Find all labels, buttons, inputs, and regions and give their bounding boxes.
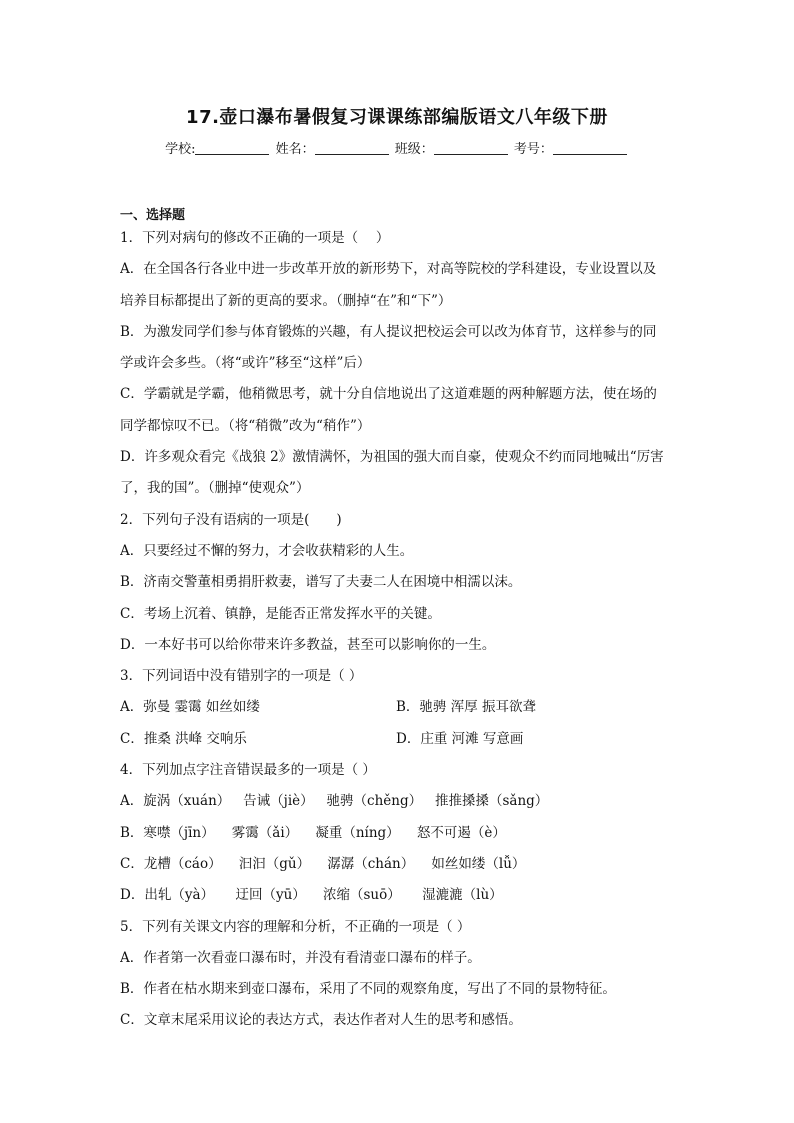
page-title: 17.壶口瀑布暑假复习课课练部编版语文八年级下册: [186, 107, 608, 128]
option-c: C．推桑 洪峰 交响乐: [120, 730, 247, 747]
number-blank[interactable]: [553, 140, 627, 155]
option-line: C．龙槽（cáo） 汩汩（gǔ） 潺潺（chán） 如丝如缕（lǚ）: [120, 855, 526, 872]
school-label: 学校:: [165, 142, 196, 157]
option-line: 同学都惊叹不已。（将“稍微”改为“稍作”）: [120, 417, 371, 434]
name-blank[interactable]: [315, 140, 389, 155]
option-line: A．作者第一次看壶口瀑布时，并没有看清壶口瀑布的样子。: [120, 949, 481, 966]
option-b: B．驰骋 浑厚 振耳欲聋: [396, 699, 537, 716]
option-row: [120, 729, 680, 760]
option-line: D．出轧（yà） 迂回（yū） 浓缩（suō） 湿漉漉（lù）: [120, 887, 503, 904]
question-stem: 2．下列句子没有语病的一项是( ): [120, 511, 342, 528]
option-line: C．文章末尾采用议论的表达方式，表达作者对人生的思考和感悟。: [120, 1012, 522, 1029]
number-label: 考号：: [513, 142, 553, 157]
option-line: B．寒噤（jīn） 雾霭（ǎi） 凝重（níng） 怒不可遏（è）: [120, 824, 506, 841]
student-info-line: [0, 138, 794, 157]
name-label: 姓名：: [275, 142, 315, 157]
option-line: A．在全国各行各业中进一步改革开放的新形势下，对高等院校的学科建设，专业设置以及: [120, 261, 657, 278]
option-line: A．只要经过不懈的努力，才会收获精彩的人生。: [120, 542, 414, 559]
option-line: 了，我的国”。（删掉“使观众”）: [120, 480, 310, 497]
school-blank[interactable]: [195, 140, 269, 155]
option-line: B．济南交警董相勇捐肝救妻，谱写了夫妻二人在困境中相濡以沫。: [120, 574, 522, 591]
option-line: 培养目标都提出了新的更高的要求。（删掉“在”和“下”）: [120, 292, 452, 309]
option-line: C．学霸就是学霸，他稍微思考，就十分自信地说出了这道难题的两种解题方法，使在场的: [120, 386, 657, 403]
question-stem: 4．下列加点字注音错误最多的一项是（ ）: [120, 762, 376, 779]
option-a: A．弥曼 霎霭 如丝如缕: [120, 699, 260, 716]
question-stem: 5．下列有关课文内容的理解和分析，不正确的一项是（ ）: [120, 918, 471, 935]
option-line: D．许多观众看完《战狼 2》激情满怀，为祖国的强大而自豪，使观众不约而同地喊出“厉害: [120, 449, 664, 466]
question-stem: 1．下列对病句的修改不正确的一项是（ ）: [120, 230, 390, 246]
question-stem: 3．下列词语中没有错别字的一项是（ ）: [120, 668, 363, 685]
section-title: 一、选择题: [120, 208, 186, 223]
option-line: C．考场上沉着、镇静，是能否正常发挥水平的关键。: [120, 605, 441, 622]
class-label: 班级：: [394, 142, 434, 157]
questions-content: [120, 228, 680, 1042]
option-line: B．作者在枯水期来到壶口瀑布，采用了不同的观察角度，写出了不同的景物特征。: [120, 981, 616, 998]
option-row: [120, 697, 680, 728]
option-line: 学或许会多些。（将“或许”移至“这样”后）: [120, 355, 371, 372]
option-line: D．一本好书可以给你带来许多教益，甚至可以影响你的一生。: [120, 636, 496, 653]
class-blank[interactable]: [434, 140, 508, 155]
option-line: B．为激发同学们参与体育锻炼的兴趣，有人提议把校运会可以改为体育节，这样参与的同: [120, 323, 657, 340]
option-line: A．旋涡（xuán） 告诫（jiè） 驰骋（chěng） 推推搡搡（sǎng）: [120, 793, 549, 810]
option-d: D．庄重 河滩 写意画: [396, 730, 524, 747]
